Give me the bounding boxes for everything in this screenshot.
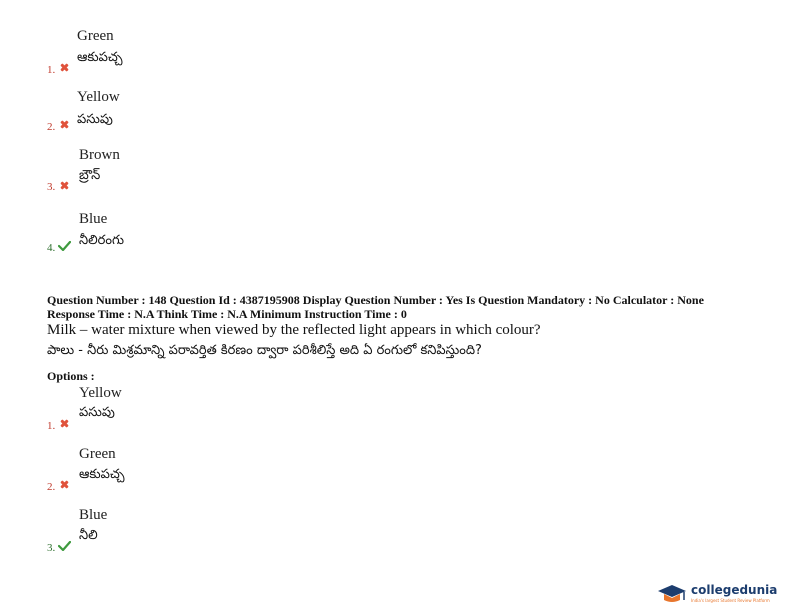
wrong-mark-icon (60, 419, 69, 428)
option-text-en: Green (77, 28, 114, 44)
option-number: 1. (47, 64, 56, 76)
option-text-te: ఆకుపచ్చ (77, 50, 123, 65)
option-text-en: Green (79, 446, 116, 462)
option-text-te: నీలిరంగు (79, 233, 125, 248)
option-number: 2. (47, 121, 56, 133)
option-number: 2. (47, 481, 56, 493)
question-meta-line-2: Response Time : N.A Think Time : N.A Minimum Instruction Time : 0 (47, 307, 407, 321)
option-number: 1. (47, 420, 56, 432)
option-text-te: పసుపు (77, 112, 113, 127)
question-meta-line-1: Question Number : 148 Question Id : 4387195908 Display Question Number : Yes Is Question Mandatory : No Calculator : None (47, 293, 704, 307)
option-text-en: Brown (79, 147, 120, 163)
wrong-mark-icon (60, 63, 69, 72)
option-number: 3. (47, 542, 56, 554)
logo-wordmark: collegedunia (691, 583, 778, 597)
option-number: 3. (47, 181, 56, 193)
option-text-te: ఆకుపచ్చ (79, 467, 125, 482)
option-text-en: Blue (79, 507, 108, 523)
wrong-mark-icon (60, 480, 69, 489)
option-text-en: Blue (79, 211, 108, 227)
option-text-en: Yellow (79, 385, 122, 401)
wrong-mark-icon (60, 181, 69, 190)
collegedunia-logo (655, 582, 787, 608)
correct-check-icon (58, 241, 71, 251)
options-label: Options : (47, 369, 95, 383)
question-text-en: Milk – water mixture when viewed by the reflected light appears in which colour? (47, 322, 541, 338)
question-text-te: పాలు - నీరు మిశ్రమాన్ని పరావర్తిత కిరణం ద్వారా పరిశీలిస్తే అది ఏ రంగులో కనిపిస్తుంది? (47, 343, 482, 358)
wrong-mark-icon (60, 120, 69, 129)
option-text-te: బ్రౌన్ (79, 168, 101, 183)
correct-check-icon (58, 541, 71, 551)
option-text-te: పసుపు (79, 405, 115, 420)
option-text-te: నీలి (79, 528, 98, 543)
logo-tagline: India's largest Student Review Platform (691, 598, 770, 603)
option-text-en: Yellow (77, 89, 120, 105)
option-number: 4. (47, 242, 56, 254)
graduation-cap-icon (657, 584, 687, 606)
